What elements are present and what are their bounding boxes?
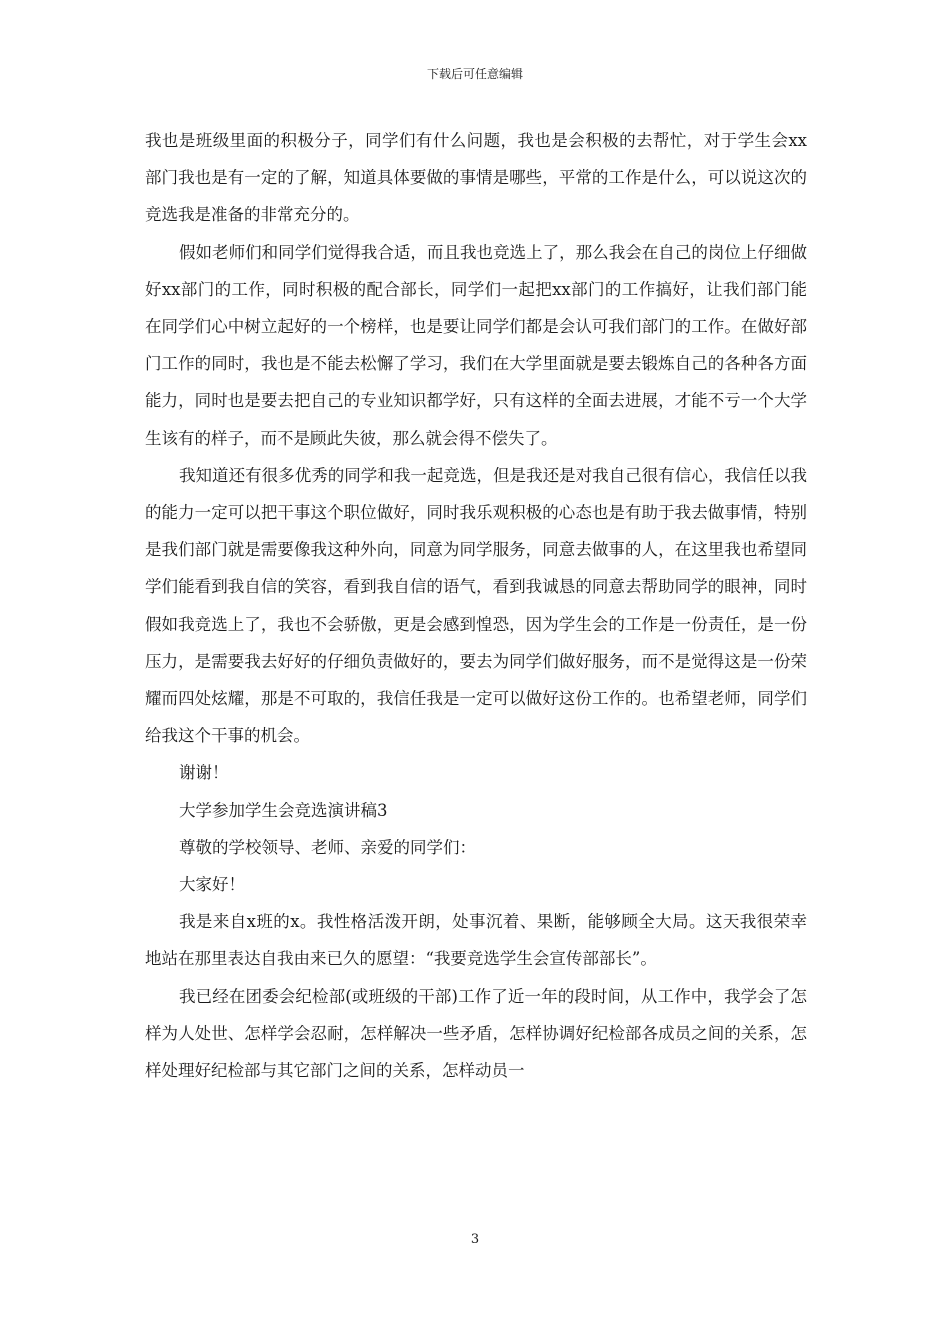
page-header: 下载后可任意编辑 [426,67,523,81]
page-number: 3 [470,1232,480,1247]
paragraph: 我知道还有很多优秀的同学和我一起竞选，但是我还是对我自己很有信心，我信任以我的能力一定可以把干事这个职位做好，同时我乐观积极的心态也是有助于我去做事情，特别是我们部门就是需要像我这种外向，同意为同学服务，同意去做事的人，在这里我也希望同学们能看到我自信的笑容，看到我自信的语气，看到我诚恳的同意去帮助同学的眼神，同时假如我竞选上了，我也不会骄傲，更是会感到惶恐，因为学生会的工作是一份责任，是一份压力，是需要我去好好的仔细负责做好的，要去为同学们做好服务，而不是觉得这是一份荣耀而四处炫耀，那是不可取的，我信任我是一定可以做好这份工作的。也希望老师，同学们给我这个干事的机会。 [145,465,807,746]
paragraph: 我已经在团委会纪检部(或班级的干部)工作了近一年的段时间，从工作中，我学会了怎样为人处世、怎样学会忍耐，怎样解决一些矛盾，怎样协调好纪检部各成员之间的关系，怎样处理好纪检部与其它部门之间的关系，怎样动员一 [145,986,807,1081]
salutation: 尊敬的学校领导、老师、亲爱的同学们： [179,837,476,857]
paragraph: 我是来自x班的x。我性格活泼开朗，处事沉着、果断，能够顾全大局。这天我很荣幸地站在那里表达自我由来已久的愿望：“我要竞选学生会宣传部部长”。 [145,912,807,969]
paragraph: 谢谢！ [179,763,229,783]
paragraph: 假如老师们和同学们觉得我合适，而且我也竞选上了，那么我会在自己的岗位上仔细做好xx部门的工作，同时积极的配合部长，同学们一起把xx部门的工作搞好，让我们部门能在同学们心中树立起好的一个榜样，也是要让同学们都是会认可我们部门的工作。在做好部门工作的同时，我也是不能去松懈了学习，我们在大学里面就是要去锻炼自己的各种各方面能力，同时也是要去把自己的专业知识都学好，只有这样的全面去进展，才能不亏一个大学生该有的样子，而不是顾此失彼，那么就会得不偿失了。 [145,242,807,448]
document-body [145,122,807,1089]
section-title: 大学参加学生会竞选演讲稿3 [179,800,388,820]
paragraph: 我也是班级里面的积极分子，同学们有什么问题，我也是会积极的去帮忙，对于学生会xx部门我也是有一定的了解，知道具体要做的事情是哪些，平常的工作是什么，可以说这次的竞选我是准备的非常充分的。 [145,131,807,225]
greeting: 大家好！ [179,875,245,895]
